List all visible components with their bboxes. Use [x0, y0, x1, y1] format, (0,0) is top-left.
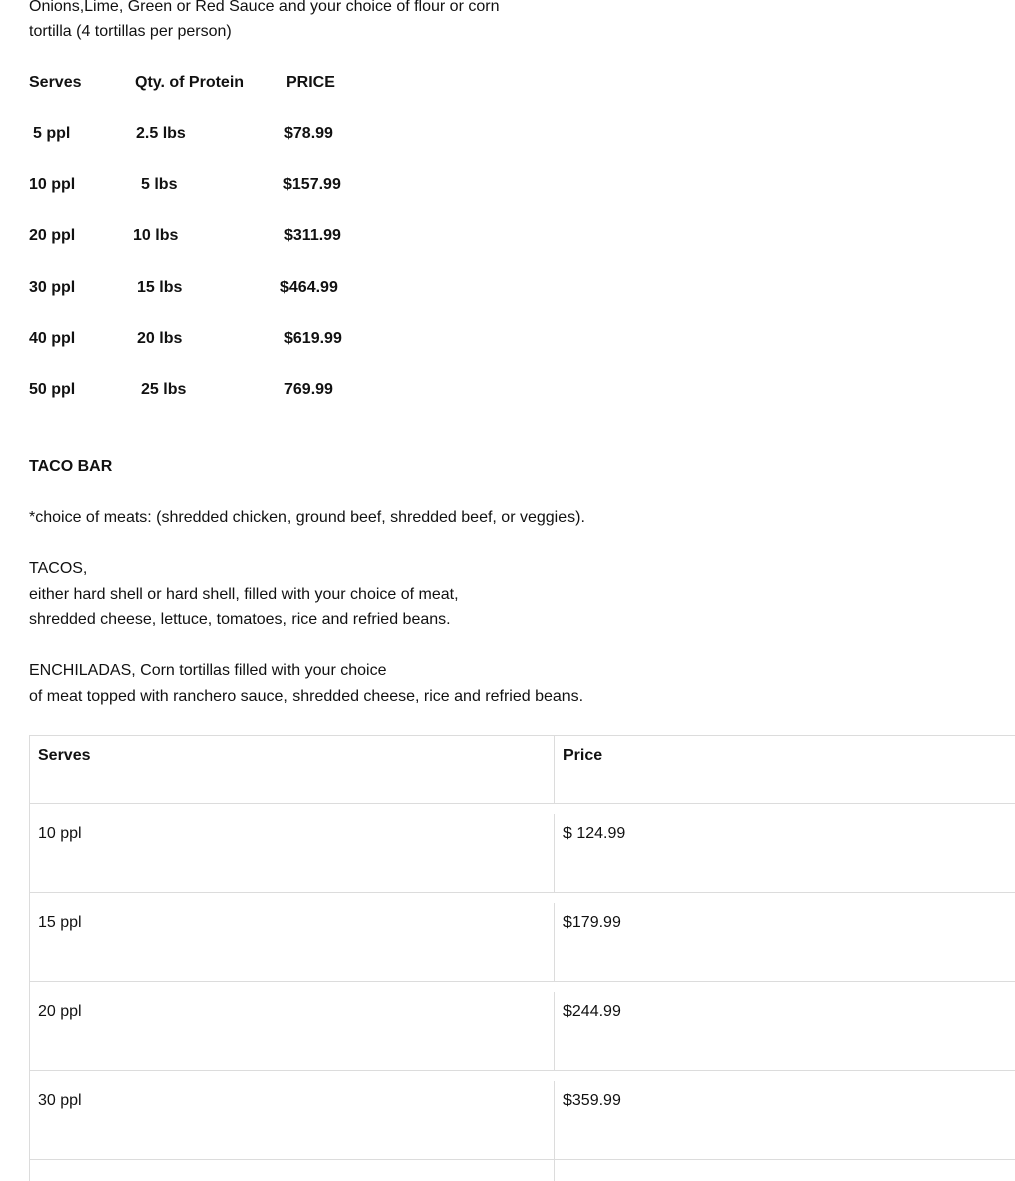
row-price: $157.99	[283, 176, 341, 193]
tacos-heading: TACOS,	[29, 560, 88, 577]
row-serves: 30 ppl	[29, 279, 76, 296]
row-qty: 25 lbs	[141, 381, 187, 398]
row-price: $464.99	[280, 279, 338, 296]
row-qty: 20 lbs	[137, 330, 183, 347]
table-cell-price: $244.99	[563, 1003, 621, 1020]
table-row	[30, 1160, 1015, 1181]
table-cell-price	[555, 1160, 1015, 1181]
header-qty-protein: Qty. of Protein	[135, 74, 245, 91]
row-price: $619.99	[284, 330, 342, 347]
taco-bar-price-table	[29, 735, 1015, 1181]
row-qty: 10 lbs	[133, 227, 179, 244]
header-serves: Serves	[29, 74, 82, 91]
table-cell-serves	[30, 1160, 555, 1181]
table-header-price: Price	[563, 747, 603, 764]
intro-line-1: Onions,Lime, Green or Red Sauce and your choice of flour or corn	[29, 0, 500, 15]
row-serves: 40 ppl	[29, 330, 76, 347]
enchiladas-description: ENCHILADAS, Corn tortillas filled with your choice	[29, 662, 387, 679]
row-serves: 50 ppl	[29, 381, 76, 398]
row-serves: 20 ppl	[29, 227, 76, 244]
row-serves: 5 ppl	[33, 125, 71, 142]
table-row	[30, 1071, 1015, 1160]
table-row	[30, 804, 1015, 893]
table-row	[30, 982, 1015, 1071]
table-cell-price: $ 124.99	[563, 825, 626, 842]
table-cell-price: $359.99	[563, 1092, 621, 1109]
row-price: $78.99	[284, 125, 333, 142]
header-price: PRICE	[286, 74, 335, 91]
tacos-description: either hard shell or hard shell, filled with your choice of meat,	[29, 586, 459, 603]
taco-bar-title: TACO BAR	[29, 458, 113, 475]
row-qty: 15 lbs	[137, 279, 183, 296]
enchiladas-description: of meat topped with ranchero sauce, shredded cheese, rice and refried beans.	[29, 688, 584, 705]
table-row	[30, 893, 1015, 982]
table-cell-serves: 15 ppl	[30, 903, 555, 981]
table-cell-price: $179.99	[563, 914, 621, 931]
table-cell-serves: 10 ppl	[30, 814, 555, 892]
row-price: 769.99	[284, 381, 333, 398]
row-price: $311.99	[284, 227, 341, 244]
meat-choices: *choice of meats: (shredded chicken, ground beef, shredded beef, or veggies).	[29, 509, 585, 526]
table-header-serves: Serves	[30, 736, 555, 803]
row-qty: 5 lbs	[141, 176, 178, 193]
row-qty: 2.5 lbs	[136, 125, 186, 142]
table-cell-serves: 20 ppl	[30, 992, 555, 1070]
row-serves: 10 ppl	[29, 176, 76, 193]
table-header-row	[30, 736, 1015, 804]
intro-line-2: tortilla (4 tortillas per person)	[29, 23, 232, 40]
tacos-description: shredded cheese, lettuce, tomatoes, rice and refried beans.	[29, 611, 451, 628]
table-cell-serves: 30 ppl	[30, 1081, 555, 1159]
